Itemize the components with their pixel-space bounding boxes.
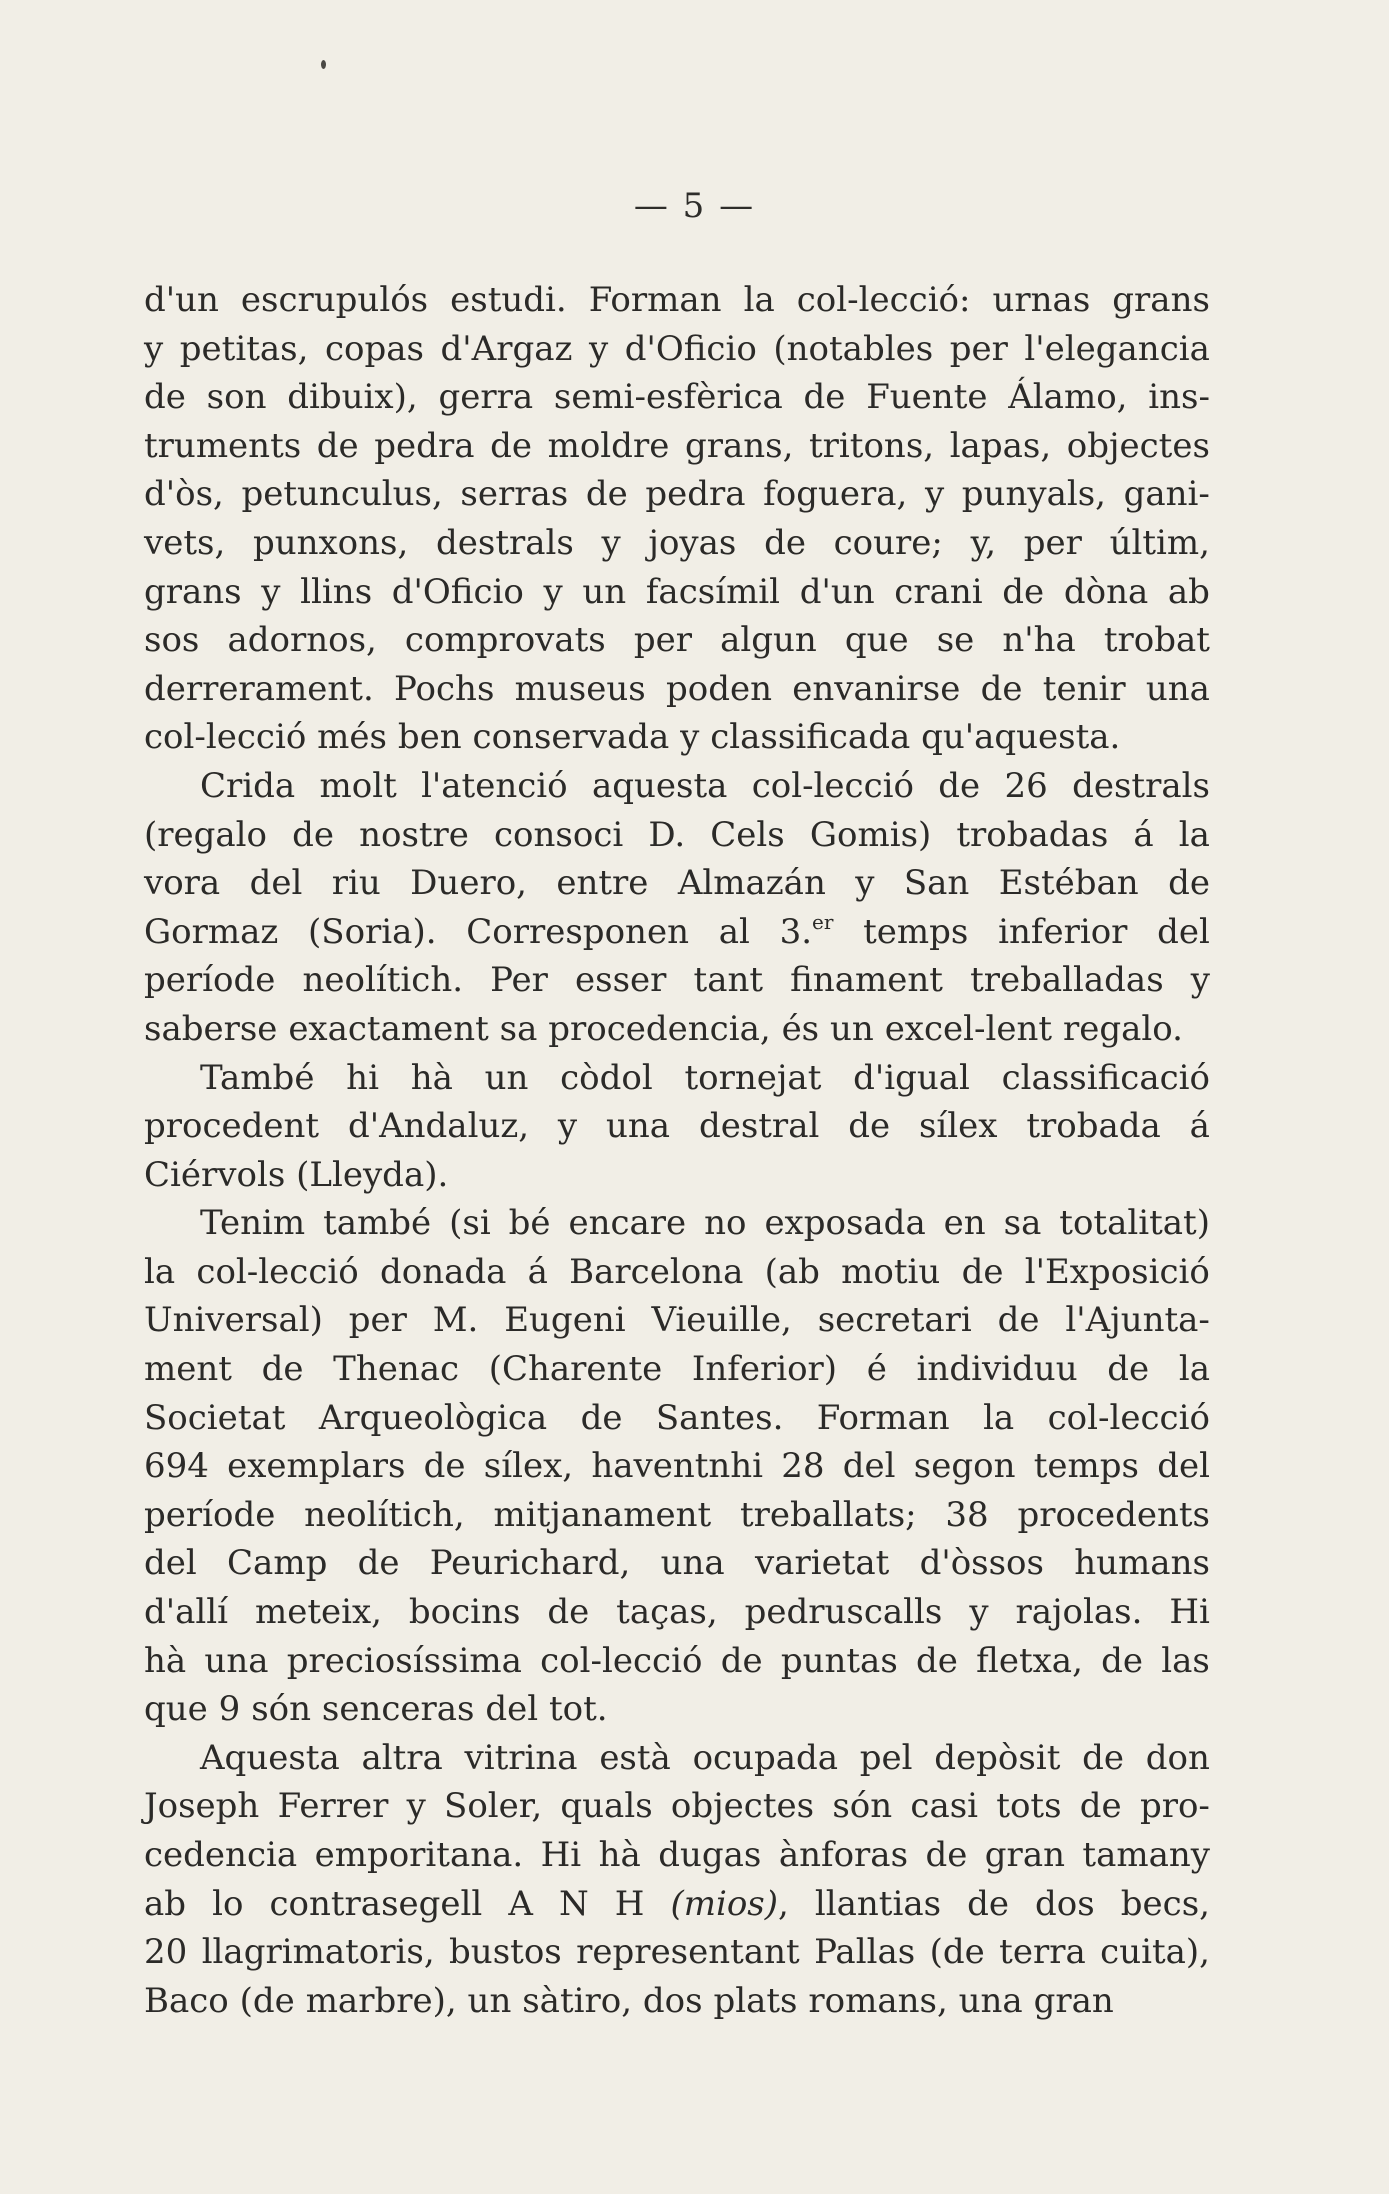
text-line: Ciérvols (Lleyda). bbox=[144, 1154, 449, 1195]
text-line: hà una preciosíssima col-lecció de puntas de fletxa, de las bbox=[144, 1640, 1210, 1681]
text-line: Tenim també (si bé encare no exposada en sa totalitat) bbox=[200, 1203, 1210, 1244]
paragraph bbox=[144, 762, 1210, 1054]
paragraph bbox=[144, 1199, 1210, 1734]
text-line: Societat Arqueològica de Santes. Forman la col-lecció bbox=[144, 1397, 1210, 1438]
text-line: derrerament. Pochs museus poden envanirse de tenir una bbox=[144, 668, 1210, 709]
text-line: vora del riu Duero, entre Almazán y San Estéban de bbox=[144, 863, 1210, 904]
text-line: ment de Thenac (Charente Inferior) é individuu de la bbox=[144, 1349, 1210, 1390]
text-line: 20 llagrimatoris, bustos representant Pallas (de terra cuita), bbox=[144, 1932, 1210, 1973]
text-line: Aquesta altra vitrina està ocupada pel depòsit de don bbox=[200, 1737, 1210, 1778]
text-line: ab lo contrasegell A N H (mios), llantias de dos becs, bbox=[144, 1883, 1210, 1924]
text-line: Baco (de marbre), un sàtiro, dos plats romans, una gran bbox=[144, 1980, 1114, 2021]
text-line: d'òs, petunculus, serras de pedra foguera, y punyals, gani- bbox=[144, 474, 1210, 515]
text-line: que 9 són senceras del tot. bbox=[144, 1689, 608, 1730]
text-line: procedent d'Andaluz, y una destral de sílex trobada á bbox=[144, 1106, 1210, 1147]
text-line: de son dibuix), gerra semi-esfèrica de Fuente Álamo, ins- bbox=[144, 377, 1210, 418]
text-line: vets, punxons, destrals y joyas de coure; y, per últim, bbox=[144, 522, 1210, 563]
text-line: la col-lecció donada á Barcelona (ab motiu de l'Exposició bbox=[144, 1251, 1210, 1292]
text-line: període neolítich, mitjanament treballats; 38 procedents bbox=[144, 1494, 1210, 1535]
text-line: y petitas, copas d'Argaz y d'Oficio (notables per l'elegancia bbox=[144, 328, 1210, 369]
text-line: grans y llins d'Oficio y un facsímil d'un crani de dòna ab bbox=[144, 571, 1210, 612]
ink-speck bbox=[321, 60, 326, 69]
paragraph bbox=[144, 1734, 1210, 2026]
text-line: d'allí meteix, bocins de taças, pedruscalls y rajolas. Hi bbox=[144, 1592, 1210, 1633]
text-line: Universal) per M. Eugeni Vieuille, secretari de l'Ajunta- bbox=[144, 1300, 1210, 1341]
text-line: cedencia emporitana. Hi hà dugas ànforas de gran tamany bbox=[144, 1835, 1210, 1875]
text-line: col-lecció més ben conservada y classificada qu'aquesta. bbox=[144, 717, 1121, 758]
text-line: sos adornos, comprovats per algun que se n'ha trobat bbox=[144, 620, 1210, 661]
text-line: Joseph Ferrer y Soler, quals objectes són casi tots de pro- bbox=[144, 1786, 1210, 1827]
text-line: període neolítich. Per esser tant finament treballadas y bbox=[144, 960, 1210, 1001]
text-line: d'un escrupulós estudi. Forman la col-lecció: urnas grans bbox=[144, 280, 1210, 320]
paragraph bbox=[144, 1054, 1210, 1200]
text-line: truments de pedra de moldre grans, tritons, lapas, objectes bbox=[144, 425, 1210, 466]
text-line: del Camp de Peurichard, una varietat d'òssos humans bbox=[144, 1543, 1210, 1584]
text-line: (regalo de nostre consoci D. Cels Gomis) trobadas á la bbox=[144, 814, 1210, 855]
text-line: Crida molt l'atenció aquesta col-lecció de 26 destrals bbox=[200, 765, 1210, 806]
text-line: 694 exemplars de sílex, haventnhi 28 del segon temps del bbox=[144, 1446, 1210, 1487]
paragraph bbox=[144, 276, 1210, 762]
text-line: També hi hà un còdol tornejat d'igual classificació bbox=[200, 1057, 1210, 1098]
text-line: saberse exactament sa procedencia, és un excel-lent regalo. bbox=[144, 1008, 1183, 1049]
page-number: — 5 — bbox=[633, 186, 756, 226]
text-line: Gormaz (Soria). Corresponen al 3.$^{er}$ temps inferior del bbox=[144, 909, 1210, 952]
body-text bbox=[144, 276, 1210, 2025]
